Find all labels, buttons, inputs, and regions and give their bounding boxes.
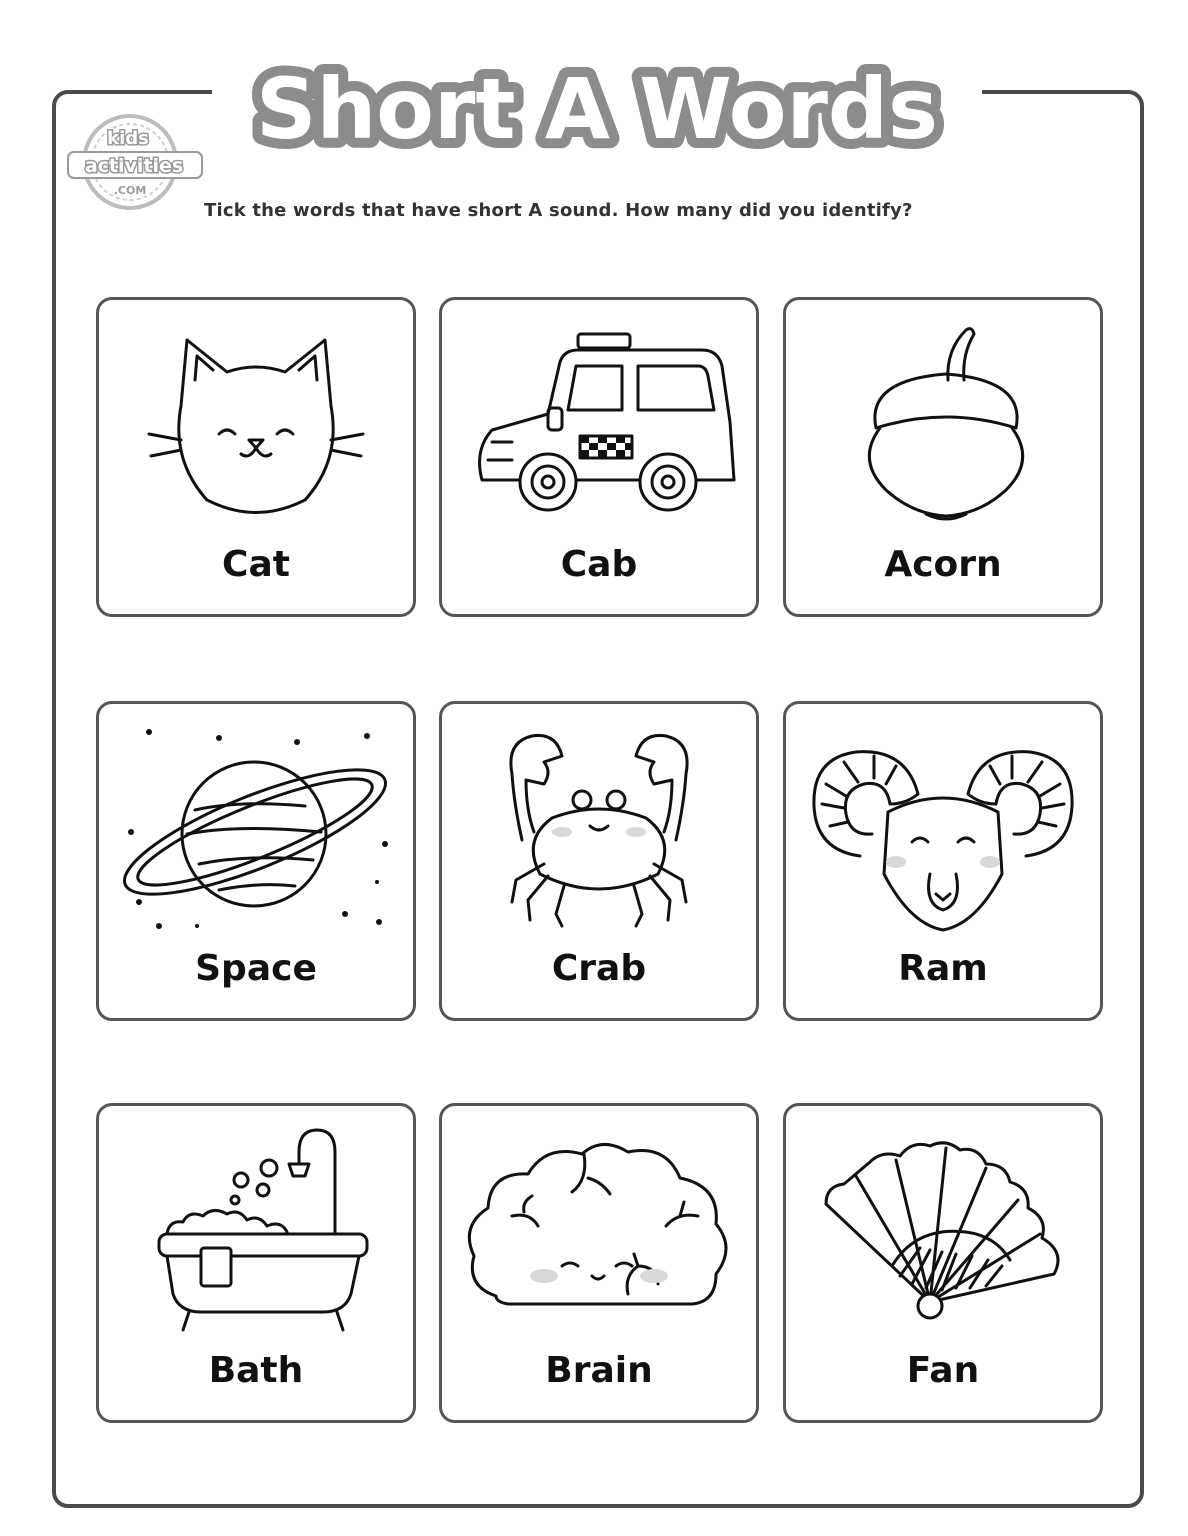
word-card-bath[interactable] [96,1103,416,1423]
title-banner [212,58,982,154]
word-card-cab[interactable] [439,297,759,617]
planet-icon [109,714,403,934]
word-label: Brain [545,1350,653,1391]
word-card-space[interactable] [96,701,416,1021]
logo-text-com: .COM [113,184,147,197]
word-label: Ram [898,948,988,989]
page-title [212,58,982,154]
kids-activities-logo [64,106,208,216]
acorn-icon [796,310,1090,530]
page-title-text: Short A Words [255,60,939,154]
word-card-brain[interactable] [439,1103,759,1423]
cat-icon [109,310,403,530]
word-label: Cab [560,544,638,585]
brain-icon [452,1116,746,1336]
bathtub-icon [109,1116,403,1336]
word-label: Cat [222,544,290,585]
word-label: Crab [551,948,647,989]
word-card-acorn[interactable] [783,297,1103,617]
word-label: Space [195,948,317,989]
fan-icon [796,1116,1090,1336]
word-card-fan[interactable] [783,1103,1103,1423]
crab-icon [452,714,746,934]
logo-text-kids: kids [107,128,149,149]
word-card-cat[interactable] [96,297,416,617]
logo-text-activities: activities [84,155,184,177]
word-label: Bath [208,1350,304,1391]
word-label: Fan [906,1350,980,1391]
word-card-crab[interactable] [439,701,759,1021]
ram-icon [796,714,1090,934]
word-label: Acorn [884,544,1002,585]
word-card-ram[interactable] [783,701,1103,1021]
instructions-text: Tick the words that have short A sound. How many did you identify? [204,200,913,221]
taxi-icon [452,310,746,530]
